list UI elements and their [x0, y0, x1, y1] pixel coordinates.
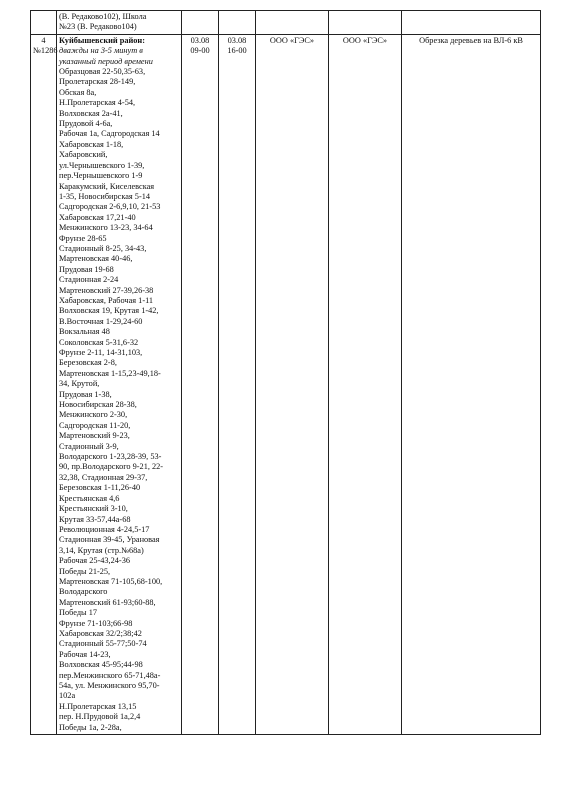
address-line: Володарского [59, 587, 108, 597]
address-line: Прудовая 19-68 [59, 264, 114, 274]
end-time: 16-00 [227, 46, 247, 56]
address-line: Садгородская 11-20, [59, 420, 131, 430]
organization-name: ООО «ГЭС» [269, 35, 315, 45]
start-cell [182, 11, 219, 35]
end-cell [219, 34, 256, 734]
end-cell [219, 11, 256, 35]
address-line: Мартеновский 27-39,26-38 [59, 285, 154, 295]
address-line: Победы 1а, 2-28а, [59, 722, 122, 732]
address-line: Крестьянский 3-10, [59, 504, 128, 514]
address-line: 34, Крутой, [59, 379, 100, 389]
work-description: Обрезка деревьев на ВЛ-6 кВ [419, 35, 523, 45]
district-name: Куйбышевский район: [59, 35, 145, 45]
number-cell [31, 34, 57, 734]
address-line: Каракумский, Киселевская [59, 181, 155, 191]
start-date: 03.08 [190, 35, 210, 45]
address-line: Менжинского 2-30, [59, 410, 128, 420]
organization-cell [329, 34, 402, 734]
address-line: 1-35, Новосибирская 5-14 [59, 191, 151, 201]
address-line: Крутая 33-57,44а-68 [59, 514, 131, 524]
address-line: 90, пр.Володарского 9-21, 22- [59, 462, 164, 472]
address-line: Стадионная 39-45, Урановая [59, 535, 160, 545]
address-line: Пролетарская 28-149, [59, 77, 136, 87]
outage-note: дважды на 3-5 минут в указанный период времени [59, 46, 153, 66]
address-line: Рабочая 1а, Садгородская 14 [59, 129, 160, 139]
address-line: Хабаровский, [59, 150, 108, 160]
address-line: Фрунзе 2-11, 14-31,103, [59, 348, 143, 357]
end-date: 03.08 [227, 35, 247, 45]
work-cell [402, 11, 541, 35]
outage-table [30, 10, 541, 735]
address-line: Березовская 1-11,26-40 [59, 483, 141, 493]
address-line: В.Восточная 1-29,24-60 [59, 316, 143, 326]
address-line: Стадионный 3-9, [59, 441, 119, 451]
address-line: Победы 21-25, [59, 566, 111, 576]
address-line: Хабаровская 1-18, [59, 139, 124, 149]
address-line: ул.Чернышевского 1-39, [59, 160, 145, 170]
address-line: Березовская 2-8, [59, 358, 117, 368]
address-line: Образцовая 22-50,35-63, [59, 67, 146, 77]
start-cell [182, 34, 219, 734]
request-id: №1286 [33, 46, 58, 56]
address-line: Рабочая 25-43,24-36 [59, 556, 130, 566]
number-cell [31, 11, 57, 35]
address-line: Соколовская 5-31,6-32 [59, 337, 139, 347]
address-line: Революционная 4-24,5-17 [59, 524, 150, 534]
address-line: 54а, ул. Менжинского 95,70- [59, 681, 160, 690]
address-line: Обская 8а, [59, 87, 97, 97]
start-time: 09-00 [190, 46, 210, 56]
address-line: Н.Пролетарская 13,15 [59, 701, 137, 711]
address-line: Волховская 19, Крутая 1-42, [59, 306, 159, 316]
address-line: №23 (В. Редаково104) [59, 22, 137, 32]
address-line: Мартеновский 9-23, [59, 431, 130, 441]
address-line: Мартеновский 61-93;60-88, [59, 597, 156, 607]
organization-cell [256, 34, 329, 734]
address-line: пер.Чернышевского 1-9 [59, 171, 143, 181]
address-line: Стадионный 8-25, 34-43, [59, 243, 147, 253]
organization-cell [329, 11, 402, 35]
address-line: Стадионная 2-24 [59, 275, 119, 285]
address-line: Рабочая 14-23, [59, 649, 111, 659]
address-line: 102а [59, 691, 76, 701]
address-line: Хабаровская 32/2;38;42 [59, 628, 142, 638]
row-number: 4 [41, 35, 46, 45]
address-line: Фрунзе 71-103;66-98 [59, 618, 133, 628]
work-cell [402, 34, 541, 734]
address-line: Менжинского 13-23, 34-64 [59, 223, 153, 233]
address-line: Волховская 2а-41, [59, 108, 123, 118]
address-line: Мартеновская 1-15,23-49,18- [59, 368, 161, 378]
address-line: Прудовой 4-6а, [59, 119, 113, 129]
address-line: Садгородская 2-6,9,10, 21-53 [59, 202, 161, 212]
address-cell [57, 34, 182, 734]
address-line: Хабаровская, Рабочая 1-11 [59, 295, 154, 305]
address-line: Н.Пролетарская 4-54, [59, 98, 136, 108]
address-line: 3,14, Крутая (стр.№68а) [59, 545, 144, 555]
address-line: Хабаровская 17,21-40 [59, 212, 136, 222]
address-line: пер.Менжинского 65-71,48а- [59, 670, 161, 680]
address-line: Волховская 45-95;44-98 [59, 660, 143, 670]
address-line: Прудовая 1-38, [59, 389, 112, 399]
address-line: (В. Редаково102), Школа [59, 12, 147, 21]
address-line: Новосибирская 28-38, [59, 400, 137, 410]
address-line: Стадионный 55-77;50-74 [59, 639, 147, 649]
table-row [31, 34, 541, 734]
address-list [59, 67, 179, 733]
address-line: Мартеновская 71-105,68-100, [59, 576, 163, 586]
organization-name: ООО «ГЭС» [342, 35, 388, 45]
table-row [31, 11, 541, 35]
address-line: Мартеновская 40-46, [59, 254, 133, 264]
address-line: Вокзальная 48 [59, 327, 110, 337]
address-line: Фрунзе 28-65 [59, 233, 107, 243]
organization-cell [256, 11, 329, 35]
address-line: Крестьянская 4,6 [59, 493, 120, 503]
address-cell [57, 11, 182, 35]
address-line: Володарского 1-23,28-39, 53- [59, 452, 162, 462]
address-line: Победы 17 [59, 608, 97, 618]
address-line: пер. Н.Прудовой 1а,2,4 [59, 712, 141, 722]
address-line: 32,38, Стадионная 29-37, [59, 472, 148, 482]
